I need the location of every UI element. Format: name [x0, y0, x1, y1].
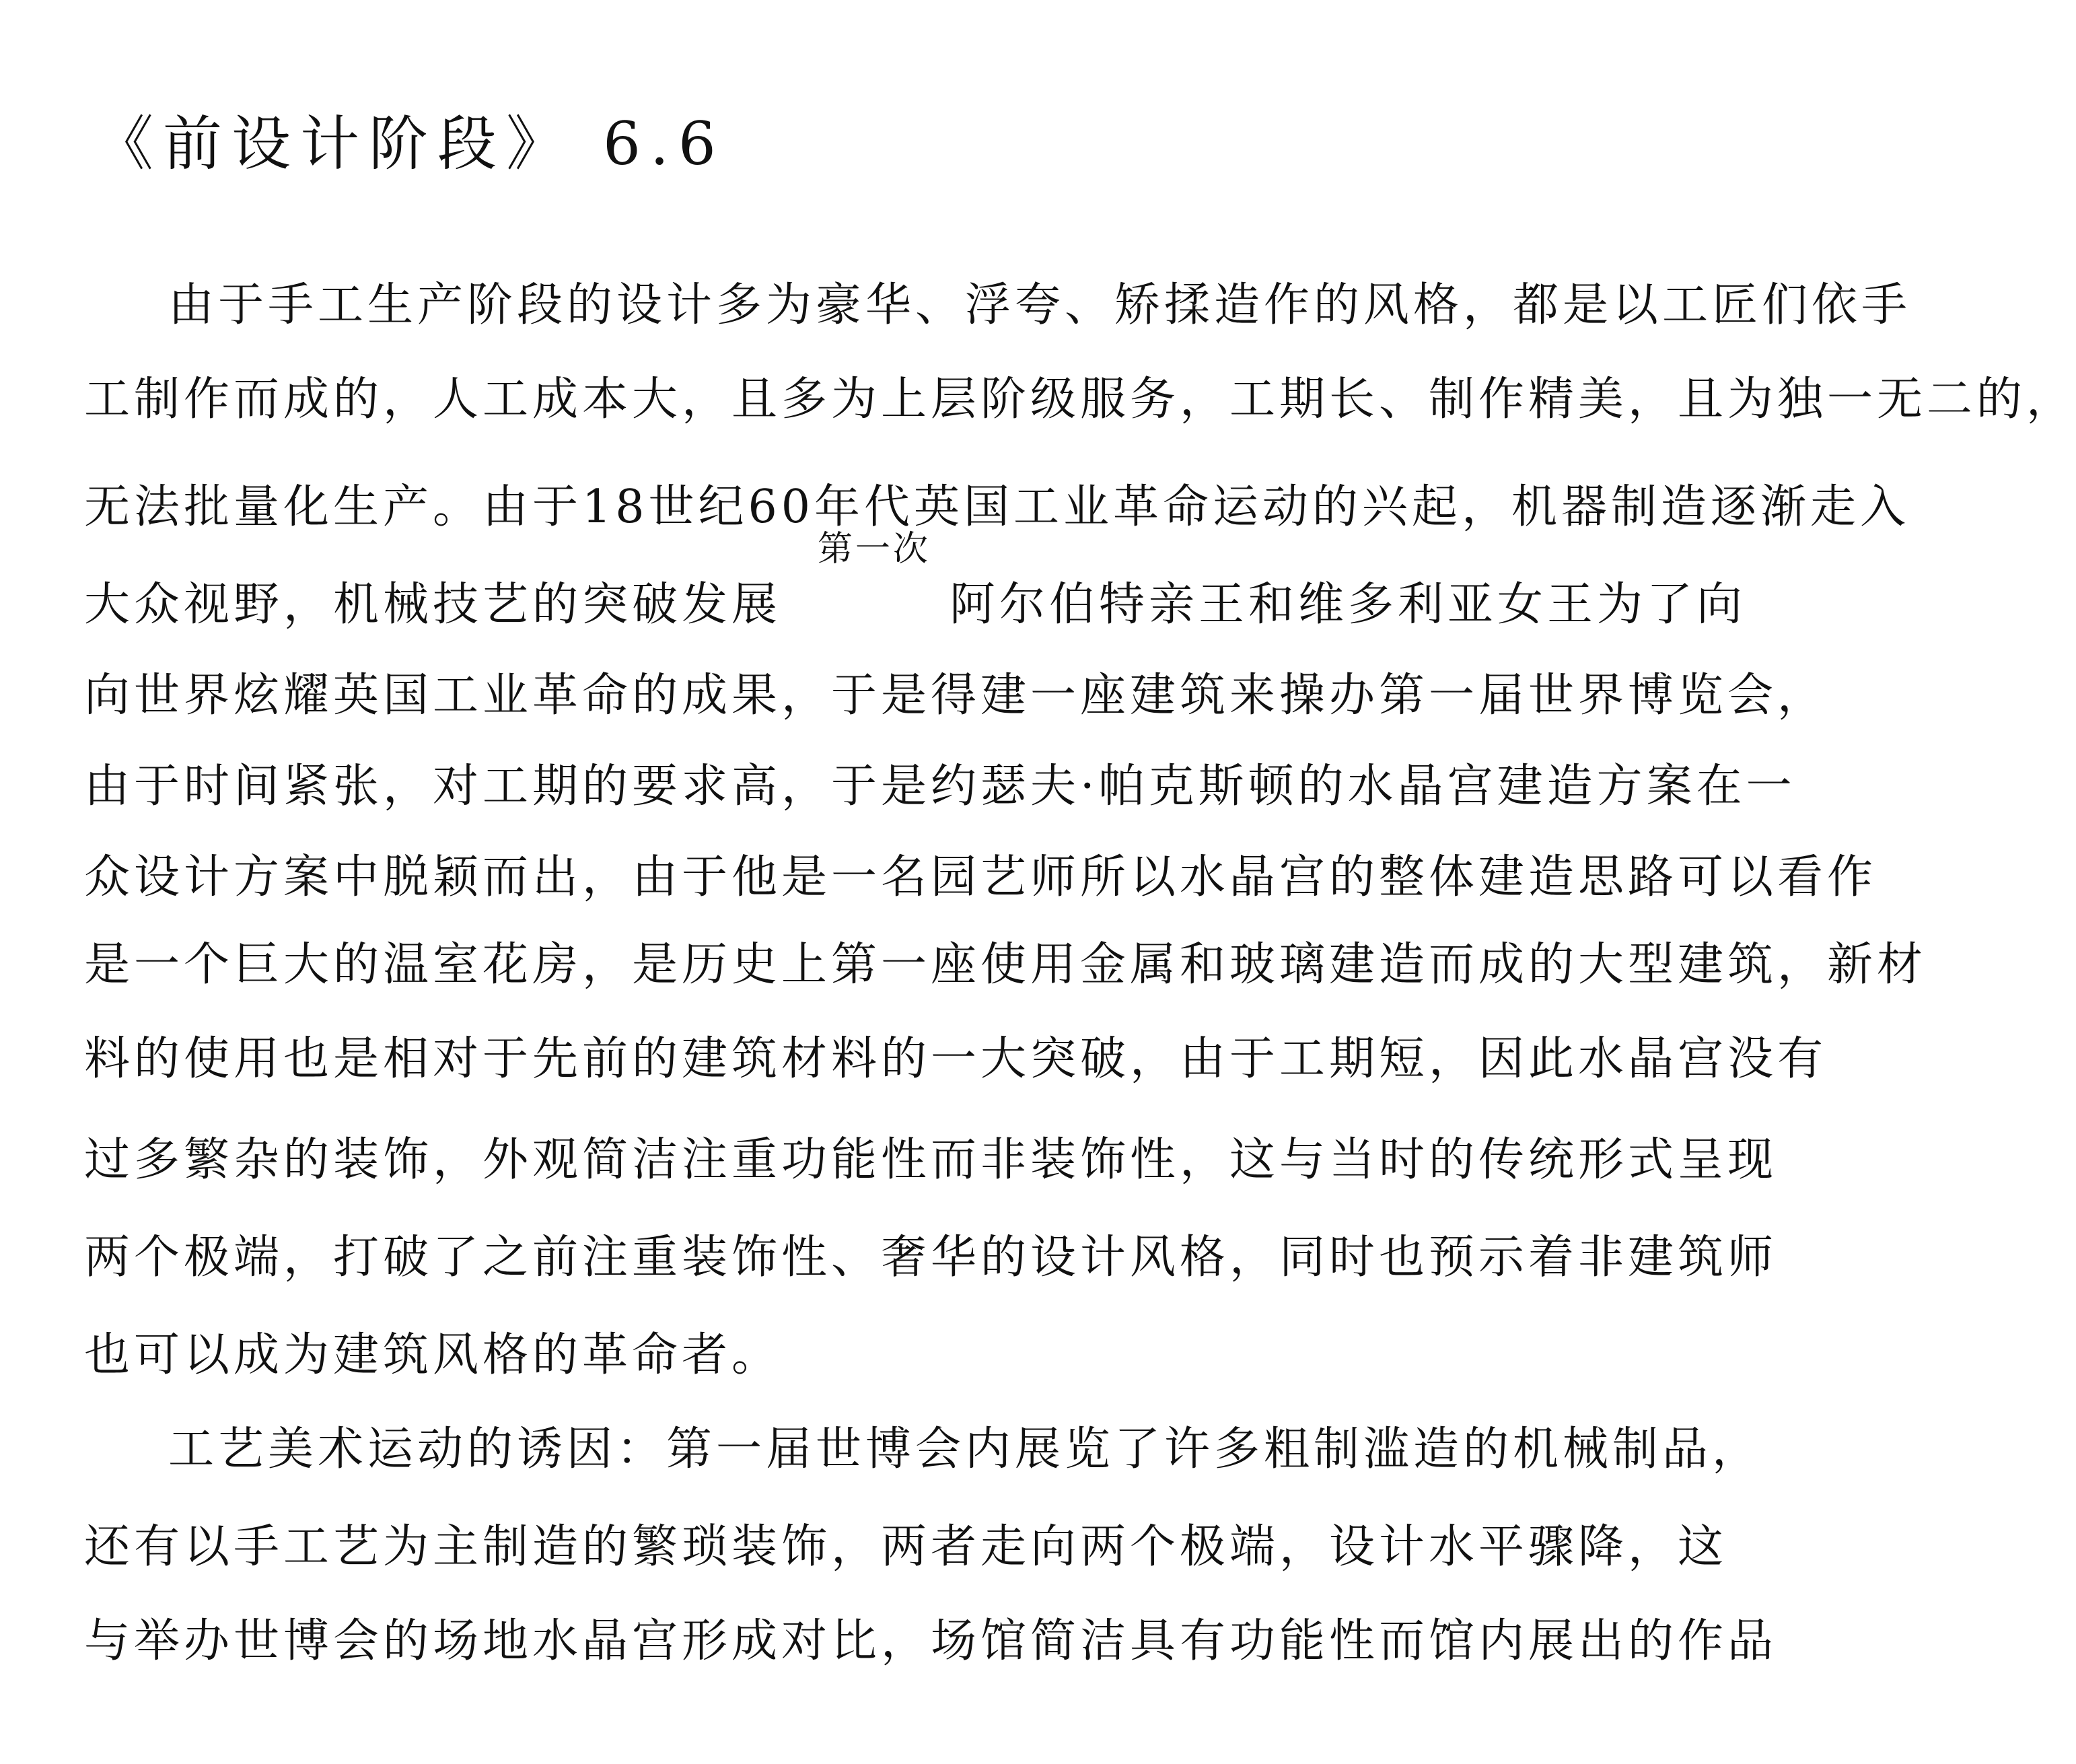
paragraph-1-line-5: 向世界炫耀英国工业革命的成果，于是得建一座建筑来操办第一届世界博览会， [84, 669, 1828, 722]
insertion-note: 第一次 [818, 529, 931, 569]
document-title: 《前设计阶段》 6.6 [94, 109, 725, 178]
paragraph-1-line-7: 众设计方案中脱颖而出，由于他是一名园艺师所以水晶宫的整体建造思路可以看作 [84, 851, 1877, 904]
paragraph-1-line-9: 料的使用也是相对于先前的建筑材料的一大突破，由于工期短，因此水晶宫没有 [84, 1032, 1828, 1086]
paragraph-2-line-1: 工艺美术运动的诱因：第一届世博会内展览了许多粗制滥造的机械制品， [168, 1423, 1762, 1476]
paragraph-1-line-8: 是一个巨大的温室花房，是历史上第一座使用金属和玻璃建造而成的大型建筑，新材 [84, 938, 1927, 991]
paragraph-1-line-4 [84, 578, 1747, 631]
paragraph-1-line-4-part-1: 大众视野，机械技艺的突破发展 [84, 578, 782, 631]
paragraph-1-line-1: 由于手工生产阶段的设计多为豪华、浮夸、矫揉造作的风格，都是以工匠们依手 [168, 279, 1912, 332]
paragraph-1-line-2: 工制作而成的，人工成本大，且多为上层阶级服务，工期长、制作精美，且为独一无二的， [84, 373, 2076, 426]
paragraph-2-line-2: 还有以手工艺为主制造的繁琐装饰，两者走向两个极端，设计水平骤降，这 [84, 1520, 1728, 1574]
paragraph-1-line-6: 由于时间紧张，对工期的要求高，于是约瑟夫·帕克斯顿的水晶宫建造方案在一 [84, 760, 1796, 813]
paragraph-1-line-4-part-2: 阿尔伯特亲王和维多利亚女王为了向 [950, 578, 1747, 631]
paragraph-1-line-10: 过多繁杂的装饰，外观简洁注重功能性而非装饰性，这与当时的传统形式呈现 [84, 1133, 1778, 1187]
paragraph-2-line-3: 与举办世博会的场地水晶宫形成对比，场馆简洁具有功能性而馆内展出的作品 [84, 1615, 1778, 1668]
paragraph-1-line-12: 也可以成为建筑风格的革命者。 [84, 1329, 782, 1382]
paragraph-1-line-11: 两个极端，打破了之前注重装饰性、奢华的设计风格，同时也预示着非建筑师 [84, 1231, 1778, 1284]
paragraph-1-line-3: 无法批量化生产。由于18世纪60年代英国工业革命运动的兴起，机器制造逐渐走入 [84, 481, 1910, 534]
